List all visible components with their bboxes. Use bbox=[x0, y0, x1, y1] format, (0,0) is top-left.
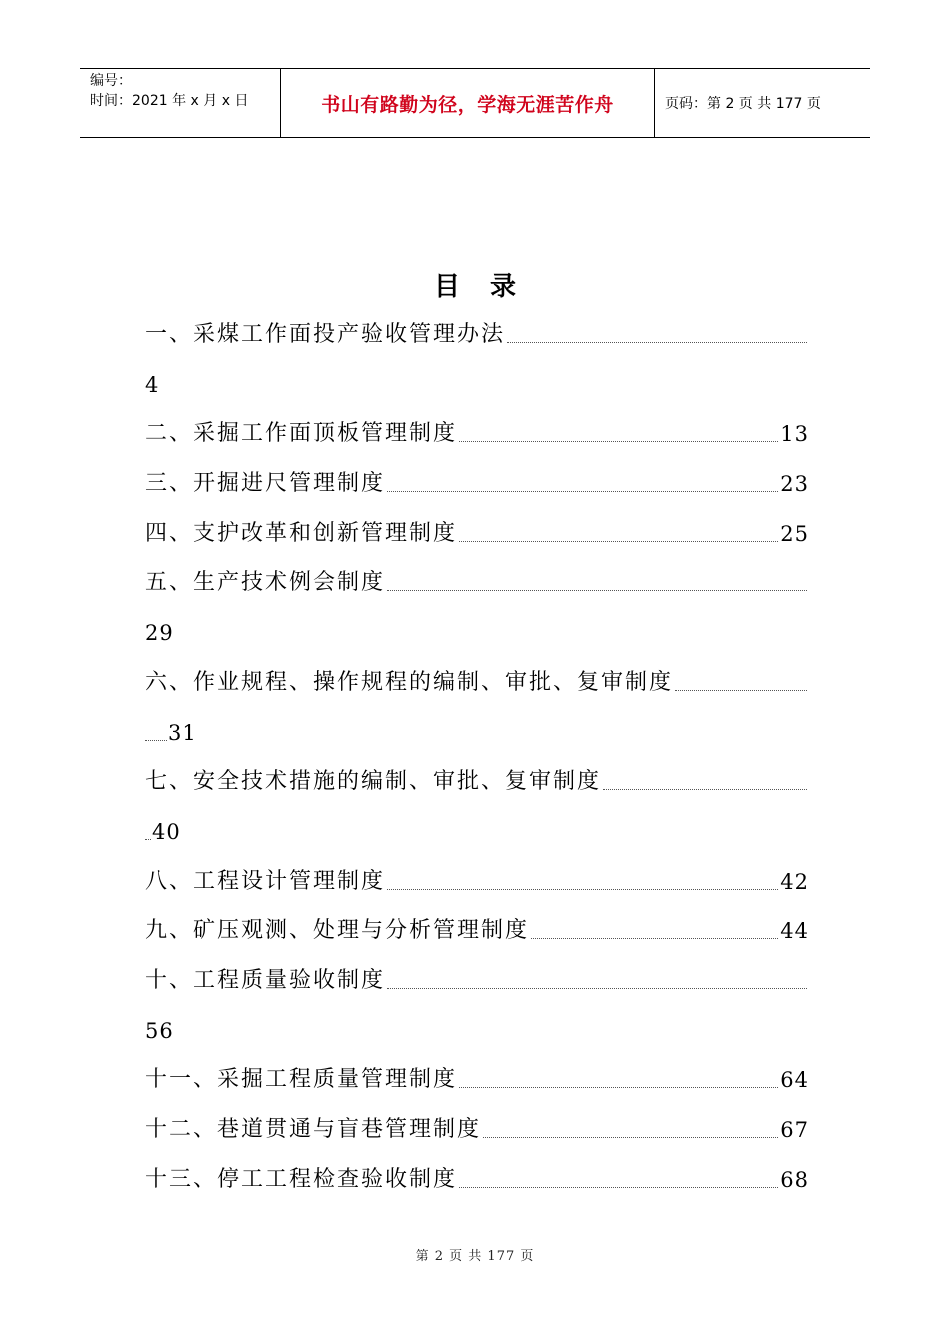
toc-entry-page: 40 bbox=[152, 819, 181, 844]
toc-entry-page: 4 bbox=[145, 372, 160, 397]
toc-entry-page: 13 bbox=[780, 422, 809, 447]
toc-entry-page: 44 bbox=[780, 919, 809, 944]
toc-entry[interactable] bbox=[145, 567, 809, 599]
toc-entry-label: 七、安全技术措施的编制、审批、复审制度 bbox=[145, 769, 602, 795]
toc-entry-label: 六、作业规程、操作规程的编制、审批、复审制度 bbox=[145, 669, 674, 695]
toc-entry-page: 42 bbox=[780, 869, 809, 894]
toc-entry-label: 八、工程设计管理制度 bbox=[145, 868, 386, 894]
toc-leader bbox=[603, 789, 807, 790]
toc-leader bbox=[387, 491, 778, 492]
page-header bbox=[80, 68, 870, 138]
header-page-info: 页码：第 2 页 共 177 页 bbox=[665, 96, 821, 112]
toc-entry[interactable] bbox=[145, 1114, 809, 1146]
toc-entry-page: 68 bbox=[780, 1167, 809, 1192]
toc-entry[interactable] bbox=[145, 319, 809, 351]
toc-entry-label: 十、工程质量验收制度 bbox=[145, 967, 386, 993]
toc-entry[interactable] bbox=[145, 468, 809, 500]
toc-entry-label: 四、支护改革和创新管理制度 bbox=[145, 520, 458, 546]
toc-entry-page: 29 bbox=[145, 621, 174, 646]
toc-leader bbox=[387, 988, 807, 989]
toc-entry[interactable] bbox=[145, 915, 809, 947]
toc-leader bbox=[145, 839, 151, 840]
toc-leader bbox=[483, 1137, 778, 1138]
toc-entry[interactable] bbox=[145, 965, 809, 997]
toc-leader bbox=[459, 441, 778, 442]
toc-leader bbox=[675, 690, 807, 691]
toc-entry-label: 二、采掘工作面顶板管理制度 bbox=[145, 421, 458, 447]
toc-entry-label: 一、采煤工作面投产验收管理办法 bbox=[145, 322, 506, 347]
header-motto: 书山有路勤为径，学海无涯苦作舟 bbox=[281, 69, 655, 137]
document-time-label: 时间：2021 年 x 月 x 日 bbox=[90, 93, 249, 109]
toc-entry-page: 31 bbox=[168, 720, 197, 745]
toc-entry[interactable] bbox=[145, 866, 809, 898]
toc-entry-label: 十二、巷道贯通与盲巷管理制度 bbox=[145, 1117, 482, 1142]
toc-leader bbox=[459, 1187, 778, 1188]
toc-entry-label: 三、开掘进尺管理制度 bbox=[145, 471, 386, 497]
toc-entry[interactable] bbox=[145, 418, 809, 450]
toc-leader bbox=[387, 590, 807, 591]
page-footer: 第 2 页 共 177 页 bbox=[415, 1249, 535, 1264]
toc-entry-page: 56 bbox=[145, 1018, 174, 1043]
toc-leader bbox=[531, 938, 778, 939]
toc-entry[interactable] bbox=[145, 1064, 809, 1096]
toc-entry[interactable] bbox=[145, 667, 809, 699]
toc-entry-label: 十一、采掘工程质量管理制度 bbox=[145, 1067, 458, 1093]
table-of-contents bbox=[145, 310, 809, 1204]
toc-entry-label: 十三、停工工程检查验收制度 bbox=[145, 1166, 458, 1192]
header-meta bbox=[80, 69, 281, 137]
toc-entry-label: 九、矿压观测、处理与分析管理制度 bbox=[145, 918, 530, 944]
toc-entry[interactable] bbox=[145, 766, 809, 798]
toc-entry-page: 25 bbox=[780, 521, 809, 546]
toc-entry[interactable] bbox=[145, 518, 809, 550]
toc-leader bbox=[145, 740, 167, 741]
toc-leader bbox=[387, 889, 778, 890]
document-number-label: 编号： bbox=[90, 73, 132, 89]
toc-leader bbox=[459, 541, 778, 542]
toc-entry-page: 64 bbox=[780, 1068, 809, 1093]
toc-title: 目录 bbox=[433, 272, 546, 302]
toc-leader bbox=[459, 1087, 778, 1088]
toc-leader bbox=[507, 342, 807, 343]
toc-entry-label: 五、生产技术例会制度 bbox=[145, 570, 386, 596]
toc-entry-page: 67 bbox=[780, 1118, 809, 1142]
toc-entry[interactable] bbox=[145, 1164, 809, 1196]
toc-entry-page: 23 bbox=[780, 472, 809, 497]
